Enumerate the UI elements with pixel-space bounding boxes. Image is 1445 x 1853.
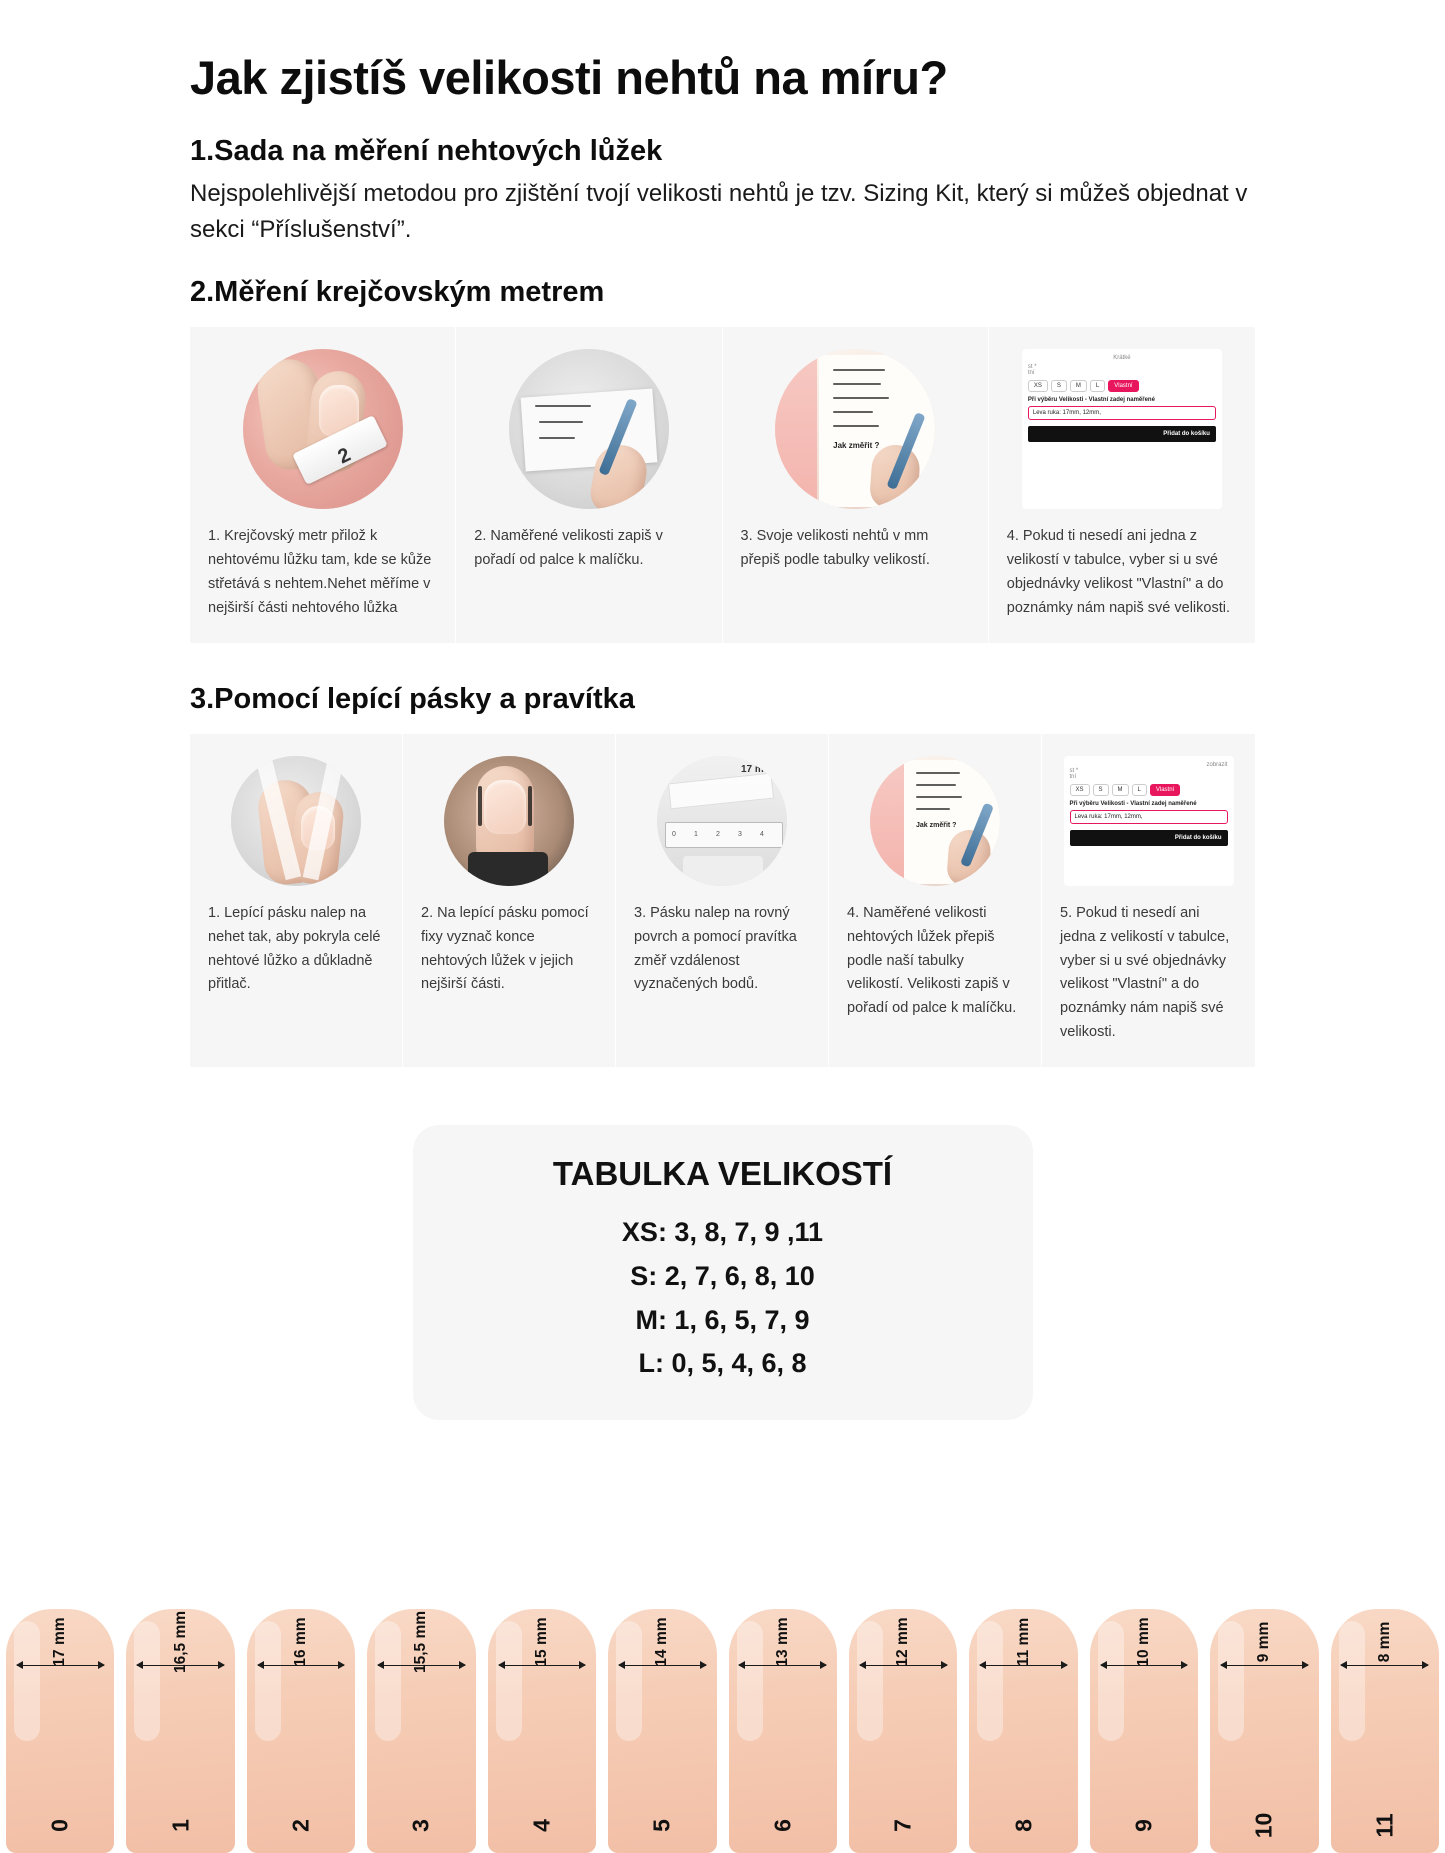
writing-measurements-photo xyxy=(509,349,669,509)
finger-index-label: 2 xyxy=(287,1819,314,1832)
finger-index-label: 6 xyxy=(769,1819,796,1832)
finger-mm-label: 17 mm xyxy=(51,1617,69,1667)
eshop-size-selector-screenshot: zobrazit st * tní XS S M L Vlastní Při výběru Velikosti - Vlastní zadej naměřené Leva ruka: 17mm, 12mm, Přidat do košíku xyxy=(1064,756,1234,886)
step-caption: 1. Lepící pásku nalep na nehet tak, aby pokryla celé nehtové lůžko a důkladně přitlač. xyxy=(208,904,381,993)
finger-index-label: 1 xyxy=(167,1819,194,1832)
step-card xyxy=(1042,734,1255,1068)
size-option-l[interactable]: L xyxy=(1090,380,1105,392)
size-table-row-l: L: 0, 5, 4, 6, 8 xyxy=(638,1348,807,1379)
mock-note-label: Při výběru Velikosti - Vlastní zadej naměřené xyxy=(1027,397,1155,403)
finger-index-label: 7 xyxy=(889,1819,916,1832)
section-heading-3: 3.Pomocí lepící pásky a pravítka xyxy=(190,682,635,715)
step-card xyxy=(456,327,722,643)
step-caption: 3. Pásku nalep na rovný povrch a pomocí pravítka změř vzdálenost vyznačených bodů. xyxy=(634,904,797,993)
finger-index-label: 11 xyxy=(1371,1813,1398,1838)
step-card xyxy=(723,327,989,643)
finger-size-item xyxy=(361,1603,481,1853)
step-card xyxy=(989,327,1255,643)
finger-index-label: 3 xyxy=(407,1819,434,1832)
finger-mm-label: 10 mm xyxy=(1135,1617,1152,1667)
step-caption: 5. Pokud ti nesedí ani jedna z velikostí v tabulce, vyber si u své objednávky velikost "Vlastní" a do poznámky nám napiš své velikosti. xyxy=(1060,904,1230,1041)
finger-size-item xyxy=(1325,1603,1445,1853)
size-option-xs[interactable]: XS xyxy=(1028,380,1048,392)
tape-on-nail-photo xyxy=(231,756,361,886)
tape-measure-on-nail-photo: 2 xyxy=(243,349,403,509)
step-card xyxy=(190,327,456,643)
finger-mm-label: 13 mm xyxy=(773,1617,791,1667)
steps-strip-tape-ruler xyxy=(190,734,1255,1068)
finger-size-item xyxy=(1084,1603,1204,1853)
step-caption: 3. Svoje velikosti nehtů v mm přepiš podle tabulky velikostí. xyxy=(740,528,930,568)
finger-size-item xyxy=(843,1603,963,1853)
mock-note-input[interactable]: Leva ruka: 17mm, 12mm, xyxy=(1028,406,1216,420)
finger-size-item xyxy=(602,1603,722,1853)
size-option-m[interactable]: M xyxy=(1070,380,1087,392)
step-card xyxy=(190,734,403,1068)
size-option-custom[interactable]: Vlastní xyxy=(1108,380,1138,392)
size-option-l[interactable]: L xyxy=(1132,784,1147,796)
size-table-title: TABULKA VELIKOSTÍ xyxy=(552,1155,893,1193)
mock-size-options[interactable] xyxy=(1028,380,1216,392)
finger-size-item xyxy=(1204,1603,1324,1853)
step-card xyxy=(616,734,829,1068)
size-option-xs[interactable]: XS xyxy=(1070,784,1090,796)
finger-mm-label: 14 mm xyxy=(653,1617,671,1667)
finger-size-item xyxy=(241,1603,361,1853)
size-option-s[interactable]: S xyxy=(1093,784,1109,796)
step-caption: 4. Pokud ti nesedí ani jedna z velikostí v tabulce, vyber si u své objednávky velikost "Vlastní" a do poznámky nám napiš své velikosti. xyxy=(1006,528,1230,616)
mock-note-input[interactable]: Leva ruka: 17mm, 12mm, xyxy=(1070,810,1228,824)
step-caption: 2. Na lepící pásku pomocí fixy vyznač konce nehtových lůžek v jejich nejširší části. xyxy=(421,904,589,993)
step-card xyxy=(403,734,616,1068)
mock-size-options[interactable] xyxy=(1070,784,1228,796)
size-option-s[interactable]: S xyxy=(1051,380,1067,392)
mock-add-to-cart-button[interactable]: Přidat do košíku xyxy=(1070,830,1228,846)
size-table-list xyxy=(413,1211,1033,1386)
document-content xyxy=(0,50,1445,1420)
page-root xyxy=(0,50,1445,1853)
finger-size-item xyxy=(963,1603,1083,1853)
finger-mm-label: 16,5 mm xyxy=(171,1610,189,1674)
finger-size-item xyxy=(120,1603,240,1853)
finger-mm-label: 16 mm xyxy=(292,1617,310,1667)
mock-top-label: Krátké xyxy=(1113,355,1131,361)
finger-mm-label: 11 mm xyxy=(1014,1617,1032,1667)
size-table-row-m: M: 1, 6, 5, 7, 9 xyxy=(635,1304,810,1335)
size-table-panel xyxy=(413,1125,1033,1420)
mock-note-label: Při výběru Velikosti - Vlastní zadej naměřené xyxy=(1069,800,1197,807)
step-caption: 1. Krejčovský metr přilož k nehtovému lůžku tam, kde se kůže střetává s nehtem.Nehet měříme v nejširší části nehtového lůžka xyxy=(208,528,432,616)
finger-size-ruler xyxy=(0,1603,1445,1853)
tape-on-ruler-photo: 0 1 2 3 4 17 mm xyxy=(657,756,787,886)
finger-index-label: 5 xyxy=(648,1819,675,1832)
finger-mm-label: 8 mm xyxy=(1375,1621,1393,1663)
finger-size-item xyxy=(482,1603,602,1853)
size-option-custom[interactable]: Vlastní xyxy=(1150,784,1180,796)
mock-add-to-cart-button[interactable]: Přidat do košíku xyxy=(1028,426,1216,442)
finger-size-item xyxy=(0,1603,120,1853)
eshop-size-selector-screenshot: Krátké st * tní XS S M L Vlastní Při výběru Velikosti - Vlastní zadej naměřené Leva ruka: 17mm, 12mm, Přidat do košíku xyxy=(1022,349,1222,509)
section-heading-1: 1.Sada na měření nehtových lůžek xyxy=(190,135,663,167)
finger-mm-label: 15,5 mm xyxy=(412,1610,430,1674)
finger-mm-label: 15 mm xyxy=(532,1617,550,1667)
section-heading-2: 2.Měření krejčovským metrem xyxy=(190,276,605,308)
finger-index-label: 0 xyxy=(46,1819,73,1832)
size-chart-booklet-photo: Jak změřit ? xyxy=(775,349,935,509)
size-table-row-xs: XS: 3, 8, 7, 9 ,11 xyxy=(621,1217,824,1248)
marking-tape-with-marker-photo xyxy=(444,756,574,886)
finger-index-label: 4 xyxy=(528,1819,555,1832)
steps-strip-tape-measure xyxy=(190,327,1255,643)
finger-mm-label: 9 mm xyxy=(1255,1621,1273,1663)
step-caption: 4. Naměřené velikosti nehtových lůžek přepiš podle naší tabulky velikostí. Velikosti zapiš v pořadí od palce k malíčku. xyxy=(847,904,1017,1017)
finger-size-item xyxy=(723,1603,843,1853)
finger-index-label: 10 xyxy=(1250,1812,1277,1839)
finger-index-label: 8 xyxy=(1010,1819,1037,1832)
section-paragraph-1: Nejspolehlivější metodou pro zjištění tvojí velikosti nehtů je tzv. Sizing Kit, který si můžeš objednat v sekci “Příslušenství”. xyxy=(190,180,1248,243)
step-caption: 2. Naměřené velikosti zapiš v pořadí od palce k malíčku. xyxy=(474,528,663,568)
page-title: Jak zjistíš velikosti nehtů na míru? xyxy=(190,51,948,104)
step-card xyxy=(829,734,1042,1068)
size-chart-booklet-photo: Jak změřit ? xyxy=(870,756,1000,886)
finger-index-label: 9 xyxy=(1130,1819,1157,1832)
size-table-row-s: S: 2, 7, 6, 8, 10 xyxy=(630,1260,815,1291)
finger-mm-label: 12 mm xyxy=(894,1617,912,1667)
size-option-m[interactable]: M xyxy=(1112,784,1129,796)
